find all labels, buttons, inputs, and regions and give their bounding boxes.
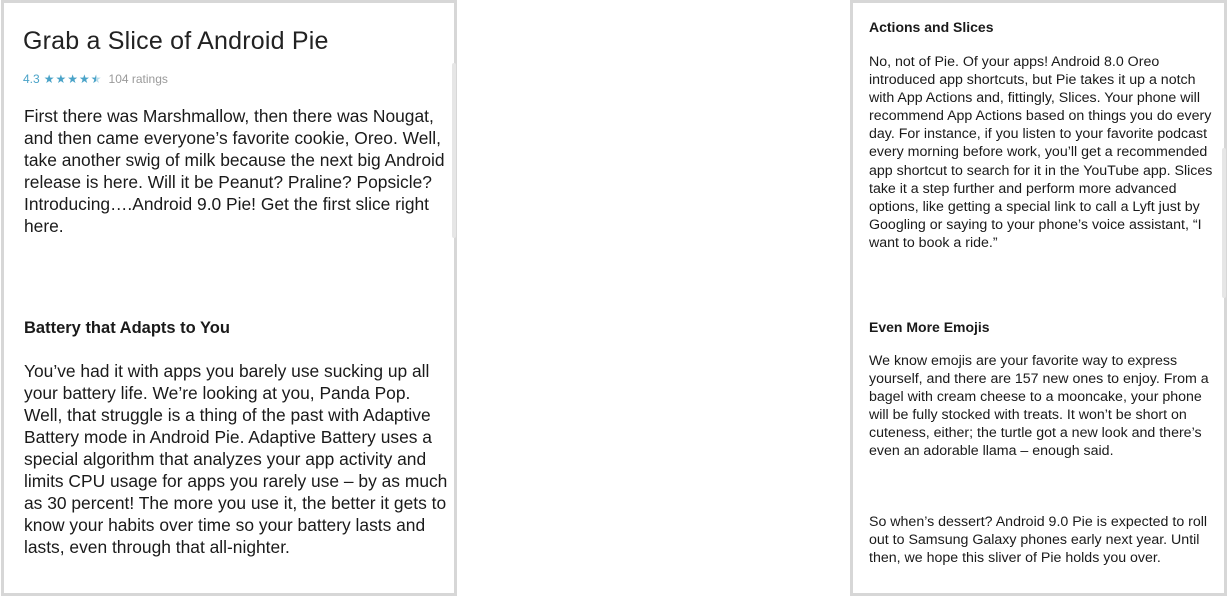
intro-paragraph: First there was Marshmallow, then there was Nougat, and then came everyone’s favorite cookie, Oreo. Well, take another swig of milk because the next big Android release is here. Will it be Peanut? Praline? Popsicle? Introducing….Android 9.0 Pie! Get the first slice right here. xyxy=(24,106,445,236)
article-title: Grab a Slice of Android Pie xyxy=(23,27,329,55)
rating-row[interactable] xyxy=(23,72,168,86)
star-rating xyxy=(44,73,103,85)
article-panel-right[interactable] xyxy=(850,0,1227,596)
article-panel-left[interactable] xyxy=(1,0,457,596)
closing-paragraph: So when’s dessert? Android 9.0 Pie is expected to roll out to Samsung Galaxy phones early next year. Until then, we hope this sliver of Pie holds you over. xyxy=(869,514,1208,567)
section-heading-actions: Actions and Slices xyxy=(869,19,994,35)
star-icon: ★ xyxy=(55,72,67,86)
emojis-paragraph: We know emojis are your favorite way to express yourself, and there are 157 new ones to enjoy. From a bagel with cream cheese to a mooncake, your phone will be fully stocked with treats. It won’t be short on cuteness, either; the turtle got a new look and there’s even an adorable llama – enough said. xyxy=(869,353,1209,460)
actions-paragraph: No, not of Pie. Of your apps! Android 8.0 Oreo introduced app shortcuts, but Pie takes it up a notch with App Actions and, fittingly, Slices. Your phone will recommend App Actions based on things you do every day. For instance, if you listen to your favorite podcast every morning before work, you’ll get a recommended app shortcut to search for it in the YouTube app. Slices take it a step further and perform more advanced options, like getting a special link to call a Lyft just by Googling or saying to your phone’s voice assistant, “I want to book a ride.” xyxy=(869,54,1213,251)
section-heading-emojis: Even More Emojis xyxy=(869,319,990,335)
star-icon: ★ xyxy=(78,72,90,86)
rating-count: 104 ratings xyxy=(108,72,168,86)
star-icon: ★ xyxy=(67,72,78,86)
star-icon: ★ xyxy=(43,72,55,86)
battery-paragraph: You’ve had it with apps you barely use sucking up all your battery life. We’re looking at you, Panda Pop. Well, that struggle is a thing of the past with Adaptive Battery mode in Android Pie. Adaptive Battery uses a special algorithm that analyzes your app activity and limits CPU usage for apps you rarely use – by as much as 30 percent! The more you use it, the better it gets to know your habits over time so your battery lasts and lasts, even through that all-nighter. xyxy=(24,361,448,557)
rating-value: 4.3 xyxy=(23,72,40,86)
scrollbar-left[interactable] xyxy=(452,63,456,238)
section-heading-battery: Battery that Adapts to You xyxy=(24,319,230,337)
half-star-icon: ★ ★ xyxy=(91,73,102,85)
